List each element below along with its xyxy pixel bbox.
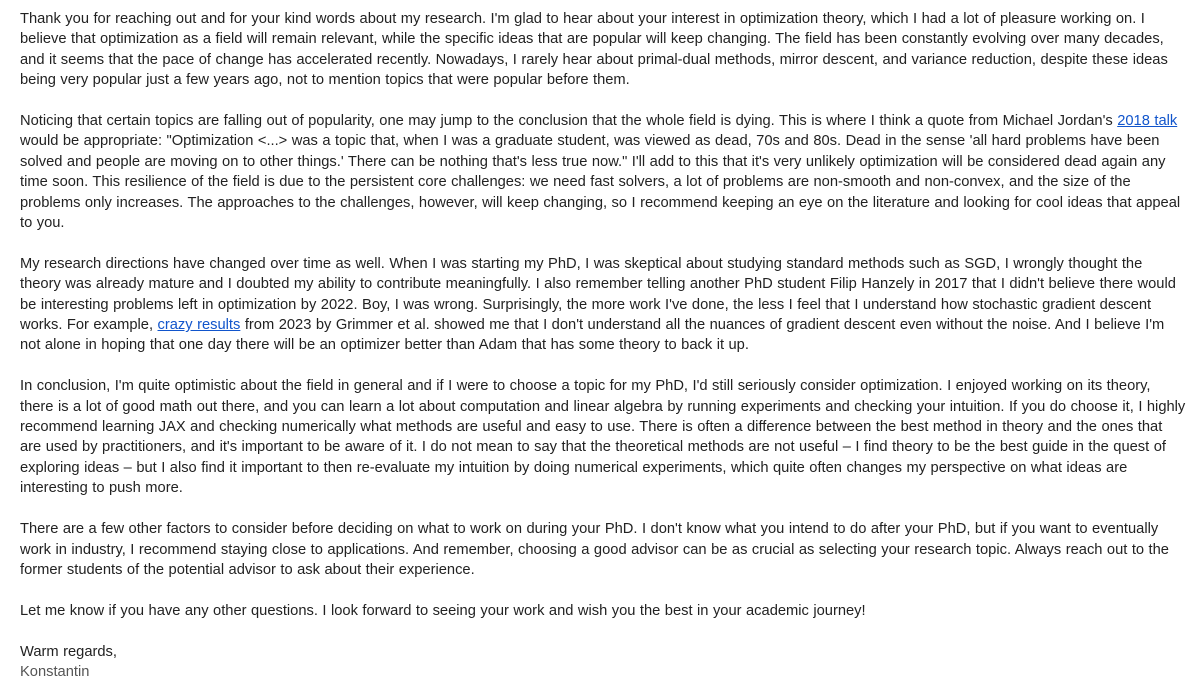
paragraph-intro: Thank you for reaching out and for your kind words about my research. I'm glad to hear about your interest in optimization theory, which I had a lot of pleasure working on. I believe that optimization as a field will remain relevant, while the specific ideas that are popular will keep changing. The field has been constantly evolving over many decades, and it seems that the pace of change has accelerated recently. Nowadays, I rarely hear about primal-dual methods, mirror descent, and variance reduction, despite these ideas being very popular just a few years ago, not to mention topics that were popular before them. [20, 11, 1168, 89]
paragraph-text: Noticing that certain topics are falling out of popularity, one may jump to the conclusion that the whole field is dying. This is where I think a quote from Michael Jordan's [20, 113, 1118, 130]
paragraph-other-factors: There are a few other factors to consider before deciding on what to work on during your PhD. I don't know what you intend to do after your PhD, but if you want to eventually work in industry, I recommend staying close to applications. And remember, choosing a good advisor can be as crucial as selecting your research topic. Always reach out to the former students of the potential advisor to ask about their experience. [20, 521, 1169, 578]
paragraph-closing: Let me know if you have any other questions. I look forward to seeing your work and wish you the best in your academic journey! [20, 602, 866, 619]
paragraph-text: My research directions have changed over time as well. When I was starting my PhD, I was skeptical about studying standard methods such as SGD, I wrongly thought the theory was already mature and I doubted my ability to contribute meaningfully. I also remember telling another PhD student Filip Hanzely in 2017 that I didn't believe there would be interesting problems left in optimization by 2022. Boy, I was wrong. Surprisingly, the more work I've done, the less I feel that I understand how stochastic gradient descent works. For example, [20, 255, 1176, 334]
signature: Konstantin [20, 663, 90, 680]
paragraph-conclusion: In conclusion, I'm quite optimistic about the field in general and if I were to choose a topic for my PhD, I'd still seriously consider optimization. I enjoyed working on its theory, there is a lot of good math out there, and you can learn a lot about computation and linear algebra by running experiments and checking your intuition. If you do choose it, I highly recommend learning JAX and checking numerically what methods are useful and easy to use. There is often a difference between the best method in theory and the ones that are used by practitioners, and it's important to be aware of it. I do not mean to say that the theoretical methods are not useful – I find theory to be the best guide in the quest of exploring ideas – but I also find it important to then re-evaluate my intuition by doing numerical experiments, which quite often changes my perspective on what ideas are interesting to push more. [20, 378, 1186, 497]
paragraph-text: from 2023 by Grimmer et al. showed me that I don't understand all the nuances of gradient descent even without the noise. And I believe I'm not alone in hoping that one day there will be an optimizer better than Adam that has some theory to back it up. [20, 317, 1165, 354]
paragraph-research-directions [20, 254, 1186, 356]
signoff: Warm regards, [20, 643, 117, 660]
email-body [20, 9, 1186, 682]
crazy-results-link[interactable]: crazy results [157, 317, 241, 334]
paragraph-dying-field [20, 111, 1186, 233]
paragraph-text: would be appropriate: "Optimization <...> was a topic that, when I was a graduate student, was viewed as dead, 70s and 80s. Dead in the sense 'all hard problems have been solved and people are moving on to other things.' There can be nothing that's less true now." I'll add to this that it's very unlikely optimization will be considered dead again any time soon. This resilience of the field is due to the persistent core challenges: we need fast solvers, a lot of problems are non-smooth and non-convex, and the size of the problems only increases. The approaches to the challenges, however, will keep changing, so I recommend keeping an eye on the literature and looking for cool ideas that appeal to you. [20, 133, 1181, 232]
talk-link[interactable]: 2018 talk [1117, 113, 1178, 130]
